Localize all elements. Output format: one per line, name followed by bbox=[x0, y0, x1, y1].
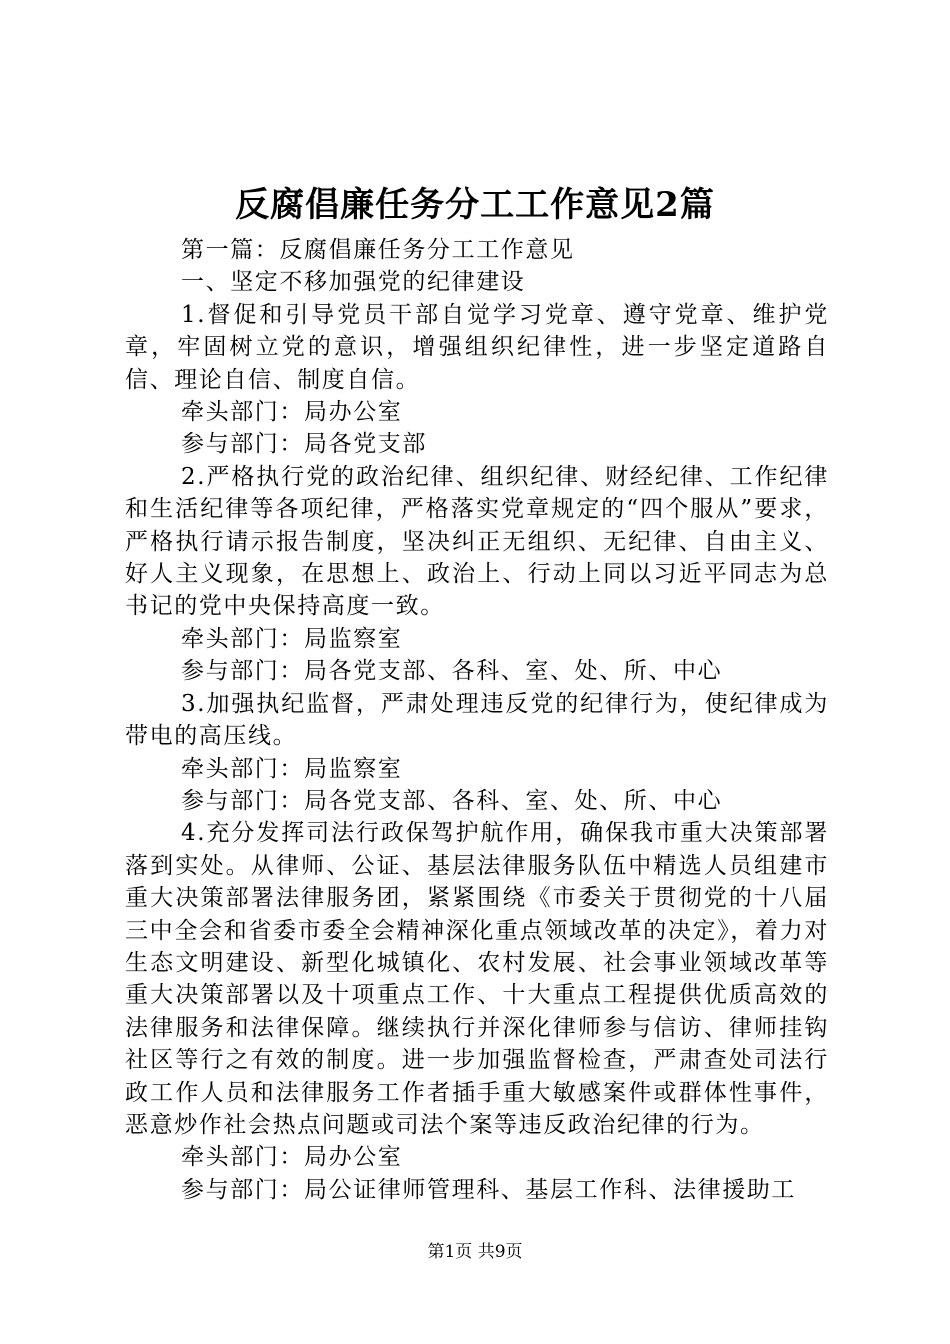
paragraph-participating-dept: 参与部门：局各党支部、各科、室、处、所、中心 bbox=[181, 658, 723, 685]
paragraph-item-2: 2.严格执行党的政治纪律、组织纪律、财经纪律、工作纪律和生活纪律等各项纪律，严格落实党章规定的“四个服从”要求，严格执行请示报告制度，坚决纠正无组织、无纪律、自由主义、好人主义现象，在思想上、政治上、行动上同以习近平同志为总书记的党中央保持高度一致。 bbox=[125, 463, 829, 620]
page-footer: 第1页 共9页 bbox=[427, 1242, 523, 1262]
paragraph-lead-dept: 牵头部门：局办公室 bbox=[181, 1144, 403, 1171]
paragraph-section-1: 一、坚定不移加强党的纪律建设 bbox=[181, 269, 526, 296]
paragraph-participating-dept: 参与部门：局公证律师管理科、基层工作科、法律援助工 bbox=[181, 1176, 796, 1203]
paragraph-item-1: 1.督促和引导党员干部自觉学习党章、遵守党章、维护党章，牢固树立党的意识，增强组织纪律性，进一步坚定道路自信、理论自信、制度自信。 bbox=[125, 301, 829, 393]
paragraph-lead-dept: 牵头部门：局监察室 bbox=[181, 625, 403, 652]
paragraph-participating-dept: 参与部门：局各党支部、各科、室、处、所、中心 bbox=[181, 787, 723, 814]
paragraph-lead-dept: 牵头部门：局办公室 bbox=[181, 399, 403, 426]
paragraph-item-4: 4.充分发挥司法行政保驾护航作用，确保我市重大决策部署落到实处。从律师、公证、基层法律服务队伍中精选人员组建市重大决策部署法律服务团，紧紧围绕《市委关于贯彻党的十八届三中全会和省委市委全会精神深化重点领域改革的决定》，着力对生态文明建设、新型化城镇化、农村发展、社会事业领域改革等重大决策部署以及十项重点工作、十大重点工程提供优质高效的法律服务和法律保障。继续执行并深化律师参与信访、律师挂钩社区等行之有效的制度。进一步加强监督检查，严肃查处司法行政工作人员和法律服务工作者插手重大敏感案件或群体性事件，恶意炒作社会热点问题或司法个案等违反政治纪律的行为。 bbox=[125, 820, 829, 1138]
paragraph-item-3: 3.加强执纪监督，严肃处理违反党的纪律行为，使纪律成为带电的高压线。 bbox=[125, 690, 829, 750]
paragraph-lead-dept: 牵头部门：局监察室 bbox=[181, 755, 403, 782]
paragraph-heading-part1: 第一篇：反腐倡廉任务分工工作意见 bbox=[181, 237, 575, 263]
paragraph-participating-dept: 参与部门：局各党支部 bbox=[181, 431, 427, 458]
document-body bbox=[125, 234, 829, 1206]
document-title: 反腐倡廉任务分工工作意见2篇 bbox=[235, 185, 715, 225]
